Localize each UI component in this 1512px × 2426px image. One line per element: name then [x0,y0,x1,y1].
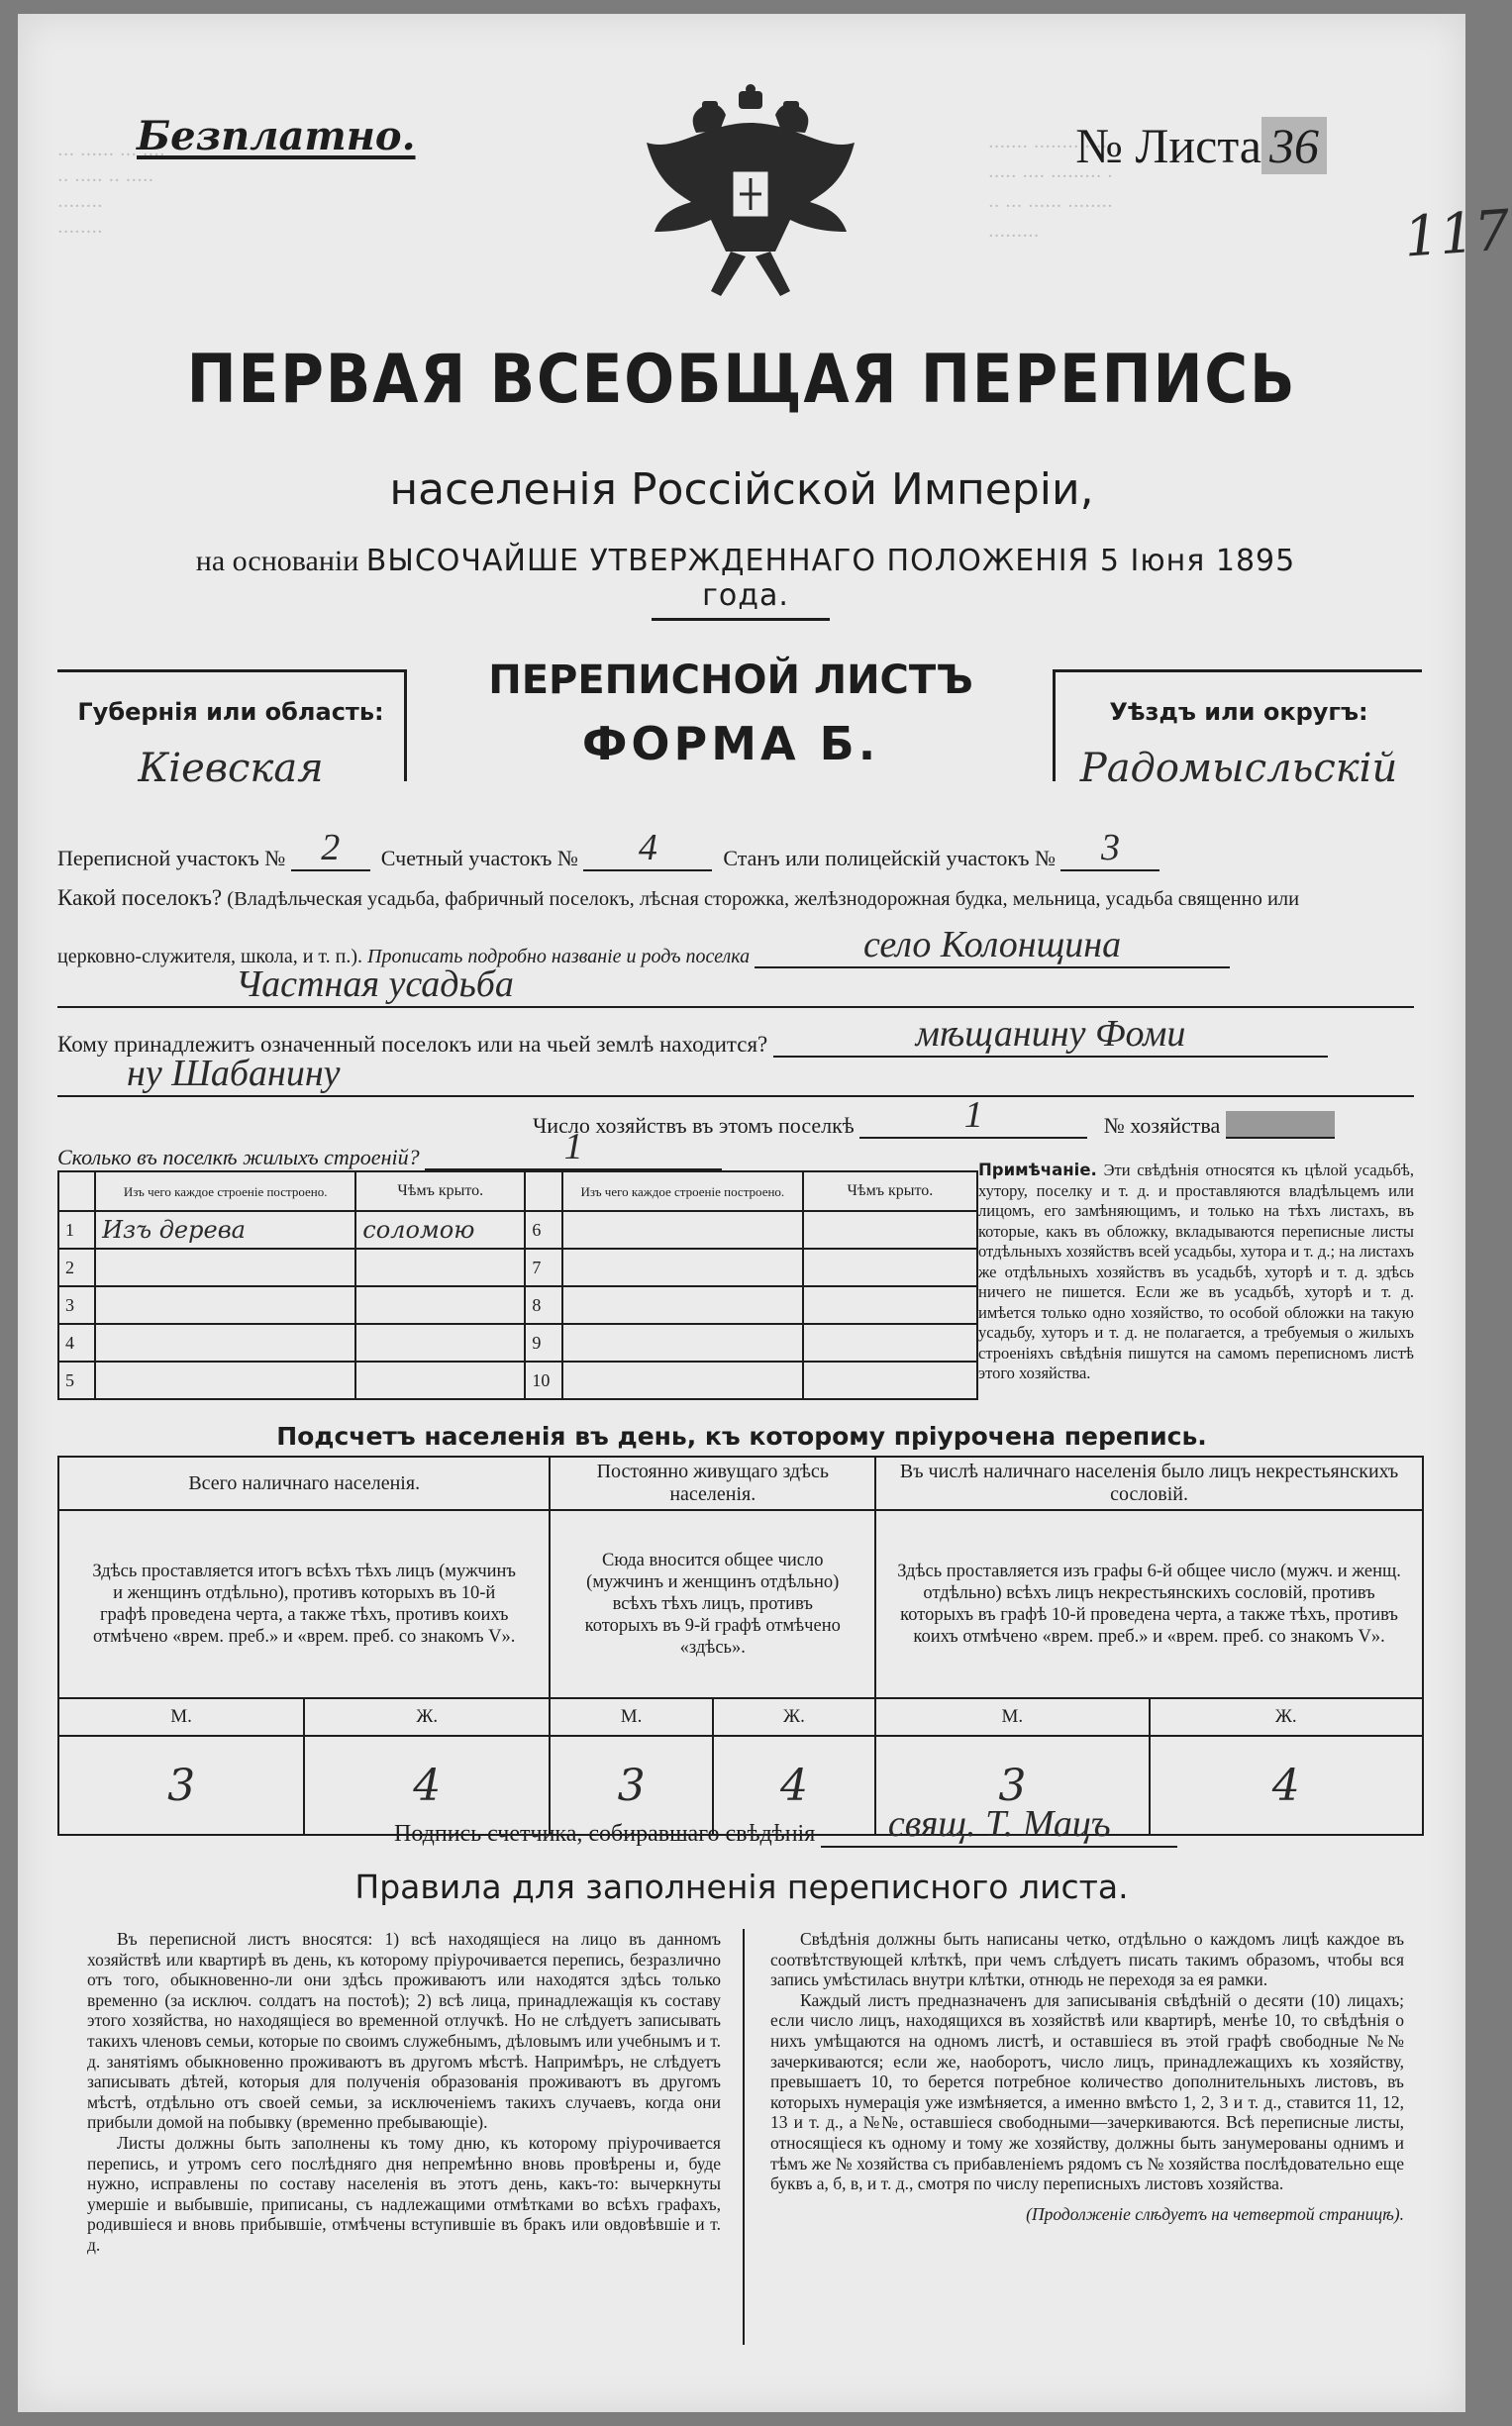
form-type: ФОРМА Б. [581,717,880,770]
note-text: Примѣчаніе. Эти свѣдѣнія относятся къ цѣлой усадьбѣ, хутору, поселку и т. д. и проставляются владѣльцемъ или лицомъ, его замѣняющимъ, и только на тѣхъ листахъ, въ которые, какъ въ обложку, вкладываются переписные листы отдѣльныхъ хозяйствъ всей усадьбы, хутора и т. д.; на листахъ же отдѣльныхъ хозяйствъ въ усадьбѣ, хуторѣ и т. д. здѣсь ничего не пишется. Если же въ усадьбѣ, хуторѣ и т. д. имѣется только одно хозяйство, то особой обложки на такую усадьбу, хуторъ и т. д. не полагается, а требуемыя о жилыхъ строеніяхъ свѣдѣнія пишутся на самомъ переписномъ листѣ этого хозяйства. [978,1161,1414,1382]
count-district-value: 4 [583,828,712,871]
imperial-eagle-emblem [637,83,864,311]
households-value: 1 [859,1095,1087,1139]
bleed-through-text: ··· ······ ··· ···· ·· ····· ·· ····· ········ ········ [57,145,165,243]
signature-line: Подпись счетчика, собиравшаго свѣдѣнія свящ. Т. Мацъ [394,1804,1177,1848]
rules-right-column: Свѣдѣнія должны быть написаны четко, отдѣльно о каждомъ лицѣ каждое въ соотвѣтствующей клѣткѣ, при чемъ слѣдуетъ писать такимъ образомъ, чтобы вся запись умѣстилась внутри клѣтки, отнюдь не переходя за ея рамки. Каждый листъ предназначенъ для записыванія свѣдѣній о десяти (10) лицахъ; если число лицъ, находящихся въ хозяйствѣ или квартирѣ, менѣе 10, то свѣдѣнія о нихъ умѣщаются на одномъ листѣ, и оставшіеся въ этой графѣ свободные №№ зачеркиваются; если же, наоборотъ, число лицъ, принадлежащихъ къ хозяйству, превышаетъ 10, то берется потребное количество дополнительныхъ листовъ, въ которыхъ нумерація уже измѣняется, а именно вмѣсто 1, 2, 3 и т. д., ставится 11, 12, 13 и т. д., а №№, оставшіеся свободными—зачеркиваются. Всѣ переписные листы, относящіеся къ одному и тому же хозяйству, должны быть занумерованы однимъ и тѣмъ же № хозяйства съ прибавленіемъ рядомъ съ № хозяйства послѣдовательно еще буквъ а, б, в, и т. д., смотря по числу переписныхъ листовъ хозяйства. (Продолженіе слѣдуетъ на четвертой страницѣ). [770,1929,1404,2224]
uezd-label: Уѣздъ или округъ: [1109,698,1368,726]
buildings-line: Сколько въ поселкѣ жилыхъ строеній? 1 [57,1127,722,1170]
sheet-number: № Листа 36 [1075,117,1327,174]
gubernia-value: Кіевская [138,746,324,791]
population-table: Всего наличнаго населенія. Постоянно живущаго здѣсь населенія. Въ числѣ наличнаго населенія было лицъ некрестьянскихъ сословій. Здѣсь проставляется итогъ всѣхъ тѣхъ лицъ (мужчинъ и женщинъ отдѣльно), противъ которыхъ въ 10-й графѣ проведена черта, а также тѣхъ, противъ коихъ отмѣчено «врем. преб.» и «врем. преб. со знакомъ V». Сюда вносится общее число (мужчинъ и женщинъ отдѣльно) всѣхъ тѣхъ лицъ, противъ которыхъ въ 9-й графѣ отмѣчено «здѣсь». Здѣсь проставляется изъ графы 6-й общее число (мужч. и женщ. отдѣльно) всѣхъ лицъ некрестьянскихъ сословій, противъ которыхъ въ графѣ 10-й проведена черта, а также тѣхъ, противъ коихъ отмѣчено «врем. преб.» и «врем. преб. со знакомъ V». М. Ж. М. Ж. М. Ж. 3 4 3 4 3 4 [57,1456,1424,1836]
table-row: 3 8 [58,1286,977,1324]
column-divider [743,1929,745,2345]
district-line: Переписной участокъ № 2 Счетный участокъ № 4 Станъ или полицейскій участокъ № 3 [57,828,1159,871]
buildings-table: Изъ чего каждое строеніе построено. Чѣмъ крыто. Изъ чего каждое строеніе построено. Чѣмъ крыто. 1 Изъ дерева соломою 6 2 7 3 8 4 9 5 10 [57,1170,978,1400]
population-desc: Сюда вносится общее число (мужчинъ и женщинъ отдѣльно) всѣхъ тѣхъ лицъ, противъ которыхъ въ 9-й графѣ отмѣчено «здѣсь». [550,1510,875,1698]
population-header-nonpeasant: Въ числѣ наличнаго населенія было лицъ некрестьянскихъ сословій. [875,1457,1423,1510]
settlement-hint: церковно-служителя, школа, и т. п.). Прописать подробно названіе и родъ поселка село Колонщина [57,925,1230,968]
settlement-question: Какой поселокъ? (Владѣльческая усадьба, фабричный поселокъ, лѣсная сторожка, желѣзнодорожная будка, мельница, усадьба священно или [57,885,1300,910]
divider [652,618,830,621]
table-row: 1 Изъ дерева соломою 6 [58,1211,977,1249]
owner-line-2: ну Шабанину [57,1054,1414,1097]
total-male-count: 3 [58,1736,304,1835]
census-form-page [18,14,1512,2412]
subtitle: населенія Россійской Имперіи, [389,464,1094,515]
form-name: ПЕРЕПИСНОЙ ЛИСТЪ [488,657,973,703]
free-label: Безплатно. [137,113,416,159]
rules-left-column: Въ переписной листъ вносятся: 1) всѣ находящіеся на лицо въ данномъ хозяйствѣ или квартирѣ въ день, къ которому пріурочивается перепись, безразлично отъ того, обыкновенно-ли они здѣсь проживаютъ или находятся здѣсь только временно (за исключ. солдатъ на постоѣ); 2) всѣ лица, принадлежащія къ составу этого хозяйства, но находящіеся во временной отлучкѣ. Но не слѣдуетъ записывать такихъ членовъ семьи, которые по своимъ служебнымъ, дѣловымъ или учебнымъ и т. д. занятіямъ обыкновенно проживаютъ въ другомъ мѣстѣ. Напримѣръ, не слѣдуетъ записывать дѣтей, которыя для полученія образованія проживаютъ въ другомъ мѣстѣ, отдѣльно отъ своей семьи, за исключеніемъ такихъ случаевъ, когда они прибыли домой на побывку (временно пребывающіе). Листы должны быть заполнены къ тому дню, къ которому пріурочивается перепись, и утромъ сего послѣдняго дня непремѣнно вновь провѣрены и, буде нужно, исправлены по составу населенія въ этотъ день, какъ-то: вычеркнуты умершіе и выбывшіе, приписаны, съ надлежащими отмѣтками во всѣхъ графахъ, родившіеся и вновь прибывшіе, отмѣчены вступившіе въ бракъ или овдовѣвшіе и т. д. [87,1929,721,2255]
signature-value: свящ. Т. Мацъ [821,1804,1177,1848]
settlement-value-line2: Частная усадьба [57,964,1414,1008]
population-desc: Здѣсь проставляется итогъ всѣхъ тѣхъ лицъ (мужчинъ и женщинъ отдѣльно), противъ которыхъ въ 10-й графѣ проведена черта, а также тѣхъ, противъ коихъ отмѣчено «врем. преб.» и «врем. преб. со знакомъ V». [58,1510,550,1698]
table-row: 2 7 [58,1249,977,1286]
settlement-value: село Колонщина [755,925,1230,968]
population-desc: Здѣсь проставляется изъ графы 6-й общее число (мужч. и женщ. отдѣльно) всѣхъ лицъ некрестьянскихъ сословій, противъ которыхъ въ графѣ 10-й проведена черта, а также тѣхъ, противъ коихъ отмѣчено «врем. преб.» и «врем. преб. со знакомъ V». [875,1510,1423,1698]
permanent-male-count: 3 [550,1736,712,1835]
table-row: 4 9 [58,1324,977,1362]
nonpeasant-male-count: 3 [875,1736,1149,1835]
rules-title: Правила для заполненія переписного листа. [354,1868,1129,1906]
population-title: Подсчетъ населенія въ день, къ которому пріурочена перепись. [276,1422,1207,1451]
households-line: Число хозяйствъ въ этомъ поселкѣ 1 № хозяйства [533,1095,1335,1139]
table-row: 5 10 [58,1362,977,1399]
uezd-value: Радомысльскій [1079,746,1398,791]
gubernia-box [57,669,407,791]
bleed-through-text: ······· ········ ····· ····· ···· ········· · ·· ··· ······ ········ ········· [988,137,1113,247]
population-header-total: Всего наличнаго населенія. [58,1457,550,1510]
owner-line: Кому принадлежитъ означенный поселокъ или на чьей землѣ находится? мѣщанину Фоми [57,1014,1328,1058]
household-number-value [1226,1111,1335,1139]
legal-basis: на основаніи ВЫСОЧАЙШЕ УТВЕРЖДЕННАГО ПОЛОЖЕНІЯ 5 Іюня 1895 года. [195,544,1296,613]
gubernia-label: Губернія или область: [77,698,384,726]
population-header-permanent: Постоянно живущаго здѣсь населенія. [550,1457,875,1510]
margin-archive-number: 117 [1401,198,1512,270]
uezd-box [1053,669,1422,791]
total-female-count: 4 [304,1736,550,1835]
main-title: ПЕРВАЯ ВСЕОБЩАЯ ПЕРЕПИСЬ [186,341,1297,419]
buildings-value: 1 [425,1127,722,1170]
census-district-value: 2 [291,828,370,871]
owner-value: мѣщанину Фоми [773,1014,1328,1058]
stan-value: 3 [1060,828,1159,871]
permanent-female-count: 4 [713,1736,875,1835]
nonpeasant-female-count: 4 [1150,1736,1423,1835]
